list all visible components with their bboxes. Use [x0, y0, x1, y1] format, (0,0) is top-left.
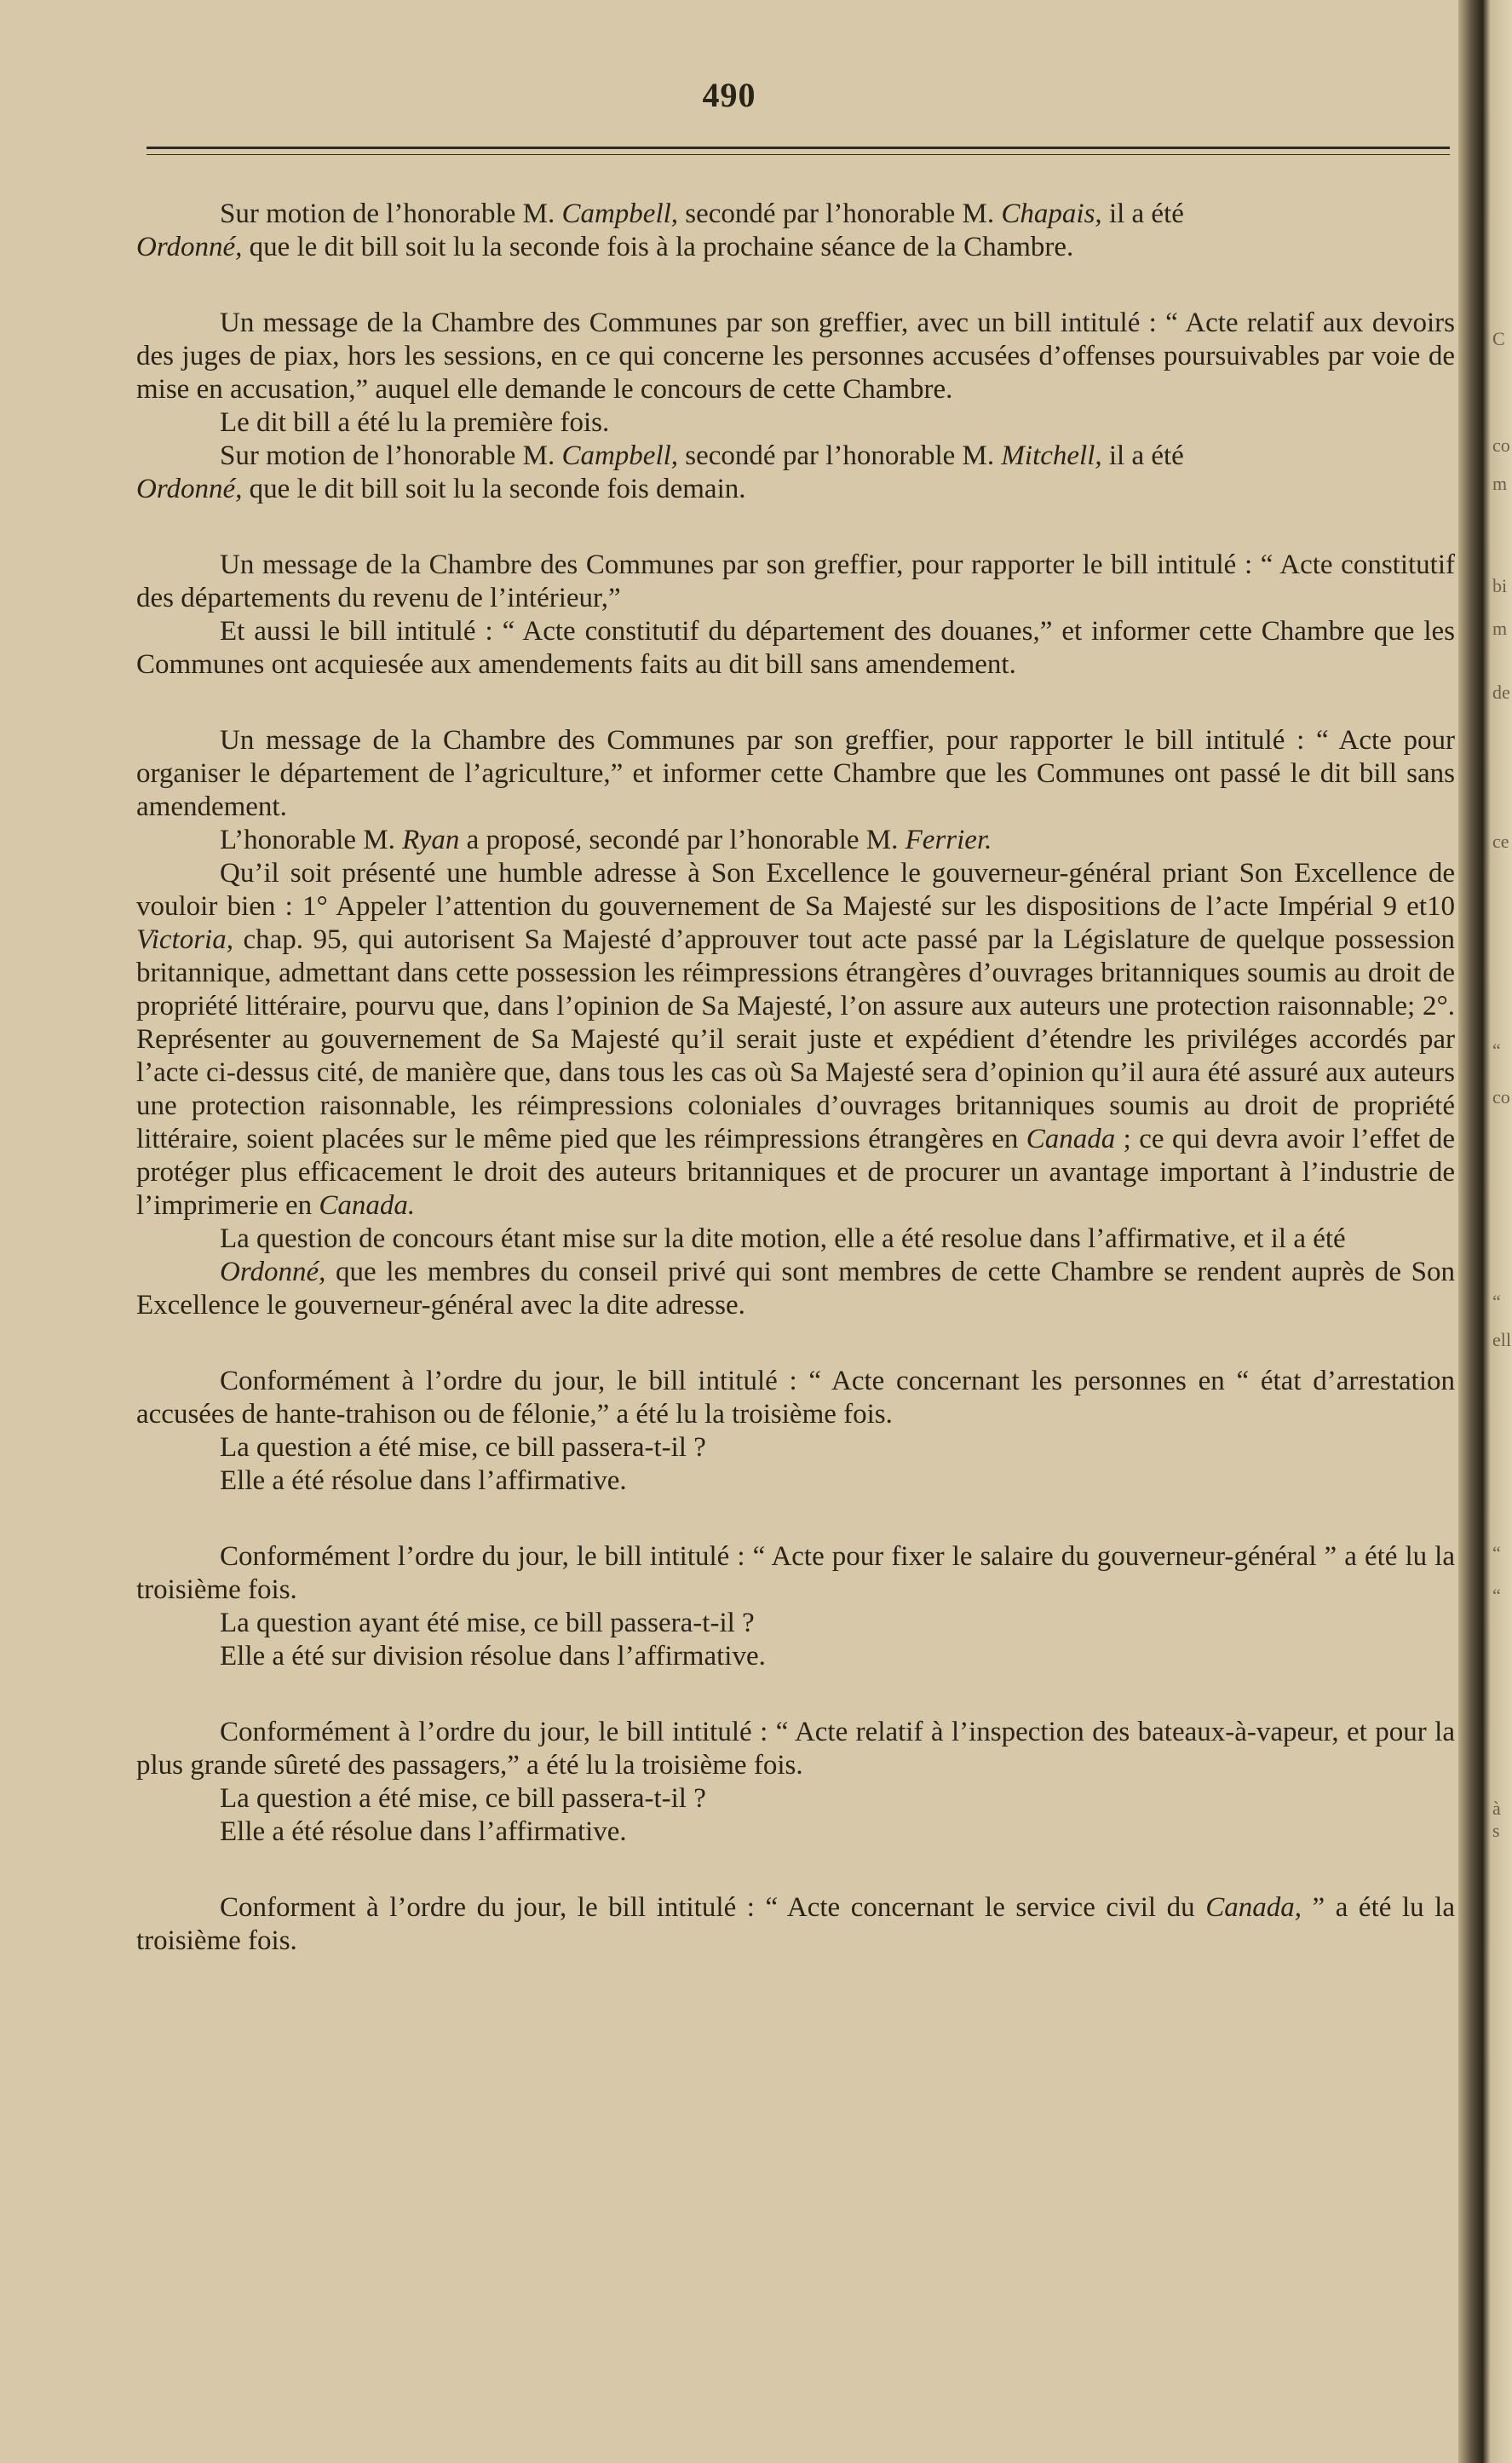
journal-entry — [136, 549, 1455, 682]
journal-entry — [136, 1891, 1455, 1958]
text-run: chap. 95, qui autorisent Sa Majesté d’approuver tout acte passé par la Législature de quelque possession britannique, admettant dans cette possession les réimpressions étrangères d’ouvrages britanniques soumis au droit de propriété littéraire, pourvu que, dans l’opinion de Sa Majesté, l’on assure aux auteurs une protection raisonnable; 2°. Représenter au gouvernement de Sa Majesté qu’il serait juste et expédient d’étendre les priviléges accordés par l’acte ci-dessus cité, de manière que, dans tous les cas où Sa Majesté sera d’opinion qu’il aura été assuré aux auteurs une protection raisonnable, les réimpressions coloniales d’ouvrages britanniques soumis au droit de propriété littéraire, soient placées sur le même pied que les réimpressions étrangères en — [136, 924, 1455, 1154]
paragraph: Conformément à l’ordre du jour, le bill intitulé : “ Acte relatif à l’inspection des bateaux-à-vapeur, et pour la plus grande sûreté des passagers,” a été lu la troisième fois. — [136, 1717, 1455, 1781]
spine-text-fragment: co — [1492, 434, 1510, 456]
paragraph — [136, 231, 1455, 264]
text-run: il a été — [1101, 199, 1184, 229]
journal-entry — [136, 307, 1455, 506]
spine-text-fragment: ell — [1492, 1329, 1511, 1350]
spine-text-fragment: de — [1492, 682, 1510, 703]
text-run: il a été — [1101, 440, 1184, 471]
text-run: que le dit bill soit lu la seconde fois à la prochaine séance de la Chambre. — [242, 232, 1074, 262]
member-name: Chapais, — [1001, 199, 1102, 229]
text-run: ; ce qui devra avoir l’effet de protéger plus efficacement le droit des auteurs britanniques et de procurer un avantage important à l’industrie de l’imprimerie en — [136, 1124, 1455, 1221]
text-run: L’honorable M. — [220, 825, 403, 855]
spine-text-fragment: ce — [1492, 831, 1509, 852]
member-name: Mitchell, — [1001, 440, 1102, 471]
member-name: Ryan — [402, 825, 460, 855]
paragraph: Conformément à l’ordre du jour, le bill intitulé : “ Acte concernant les personnes en “ état d’arrestation accusées de hante-trahison ou de félonie,” a été lu la troisième fois. — [136, 1366, 1455, 1430]
member-name: Campbell, — [561, 440, 679, 471]
ordonne-label: Ordonné, — [220, 1257, 326, 1287]
paragraph: La question ayant été mise, ce bill passera-t-il ? — [220, 1608, 755, 1638]
text-run: a proposé, secondé par l’honorable M. — [459, 825, 905, 855]
journal-entry — [136, 724, 1455, 1322]
journal-text — [136, 198, 1455, 2000]
paragraph — [136, 1256, 1455, 1322]
statute-name: Victoria, — [136, 924, 233, 955]
paragraph: Elle a été résolue dans l’affirmative. — [220, 1465, 627, 1496]
text-run: que le dit bill soit lu la seconde fois demain. — [242, 474, 746, 504]
paragraph — [136, 857, 1455, 1223]
ordonne-label: Ordonné, — [136, 474, 243, 504]
text-run: secondé par l’honorable M. — [678, 199, 1002, 229]
spine-text-fragment: “ — [1492, 1291, 1501, 1312]
spine-text-fragment: à s — [1492, 1798, 1501, 1841]
book-spine-gutter — [1458, 0, 1512, 2463]
text-run: Qu’il soit présenté une humble adresse à Son Excellence le gouverneur-général priant Son Excellence de vouloir bien : 1° Appeler l’attention du gouvernement de Sa Majesté sur les dispositions de l’acte Impérial 9 et10 — [136, 858, 1455, 922]
text-run: que les membres du conseil privé qui sont membres de cette Chambre se rendent auprès de Son Excellence le gouverneur-général avec la dite adresse. — [136, 1257, 1455, 1321]
spine-text-fragment: C — [1492, 328, 1505, 349]
paragraph — [136, 198, 1455, 231]
spine-text-fragment: bi — [1492, 575, 1508, 596]
place-name: Canada — [1026, 1124, 1116, 1154]
member-name: Campbell, — [561, 199, 679, 229]
spine-text-fragment: “ — [1492, 1542, 1501, 1563]
header-rule — [147, 147, 1450, 155]
paragraph: Un message de la Chambre des Communes par son greffier, pour rapporter le bill intitulé : “ Acte constitutif des départements du revenu de l’intérieur,” — [136, 550, 1455, 613]
header-rule-thin — [147, 154, 1450, 155]
place-name: Canada, — [1205, 1892, 1302, 1923]
journal-entry — [136, 1365, 1455, 1498]
paragraph — [136, 473, 1455, 506]
text-run: secondé par l’honorable M. — [678, 440, 1002, 471]
paragraph: La question a été mise, ce bill passera-t-il ? — [220, 1432, 706, 1463]
journal-entry — [136, 1716, 1455, 1849]
place-name: Canada. — [319, 1190, 416, 1221]
spine-text-fragment: “ — [1492, 1039, 1501, 1061]
paragraph — [136, 824, 1455, 857]
paragraph: Et aussi le bill intitulé : “ Acte constitutif du département des douanes,” et informer cette Chambre que les Communes ont acquiesée aux amendements faits au dit bill sans amendement. — [136, 616, 1455, 680]
paragraph: Le dit bill a été lu la première fois. — [220, 407, 610, 438]
paragraph: La question de concours étant mise sur la dite motion, elle a été resolue dans l’affirmative, et il a été — [220, 1223, 1346, 1254]
header-rule-thick — [147, 147, 1450, 149]
paragraph — [136, 1891, 1455, 1958]
member-name: Ferrier. — [905, 825, 992, 855]
paragraph: Un message de la Chambre des Communes par son greffier, avec un bill intitulé : “ Acte relatif aux devoirs des juges de piax, hors les sessions, en ce qui concerne les personnes accusées d’offenses poursuivables par voie de mise en accusation,” auquel elle demande le concours de cette Chambre. — [136, 308, 1455, 405]
paragraph: La question a été mise, ce bill passera-t-il ? — [220, 1783, 706, 1814]
spine-text-fragment: m — [1492, 618, 1508, 639]
paragraph: Conformément l’ordre du jour, le bill intitulé : “ Acte pour fixer le salaire du gouverneur-général ” a été lu la troisième fois. — [136, 1541, 1455, 1605]
page-number: 490 — [702, 76, 756, 114]
text-run: Sur motion de l’honorable M. — [220, 199, 562, 229]
journal-entry — [136, 198, 1455, 264]
paragraph: Elle a été résolue dans l’affirmative. — [220, 1816, 627, 1847]
spine-text-fragment: co — [1492, 1086, 1510, 1108]
spine-text-fragment: m — [1492, 473, 1508, 494]
paragraph — [136, 440, 1455, 473]
paragraph: Elle a été sur division résolue dans l’affirmative. — [220, 1641, 766, 1672]
spine-text-fragment: “ — [1492, 1585, 1501, 1606]
text-run: Sur motion de l’honorable M. — [220, 440, 562, 471]
journal-entry — [136, 1540, 1455, 1673]
ordonne-label: Ordonné, — [136, 232, 243, 262]
text-run: Conforment à l’ordre du jour, le bill intitulé : “ Acte concernant le service civil du — [220, 1892, 1206, 1923]
text-run: ” a été lu la troisième fois. — [136, 1892, 1455, 1956]
paragraph: Un message de la Chambre des Communes par son greffier, pour rapporter le bill intitulé : “ Acte pour organiser le département de l’agriculture,” et informer cette Chambre que les Communes ont passé le dit bill sans amendement. — [136, 725, 1455, 822]
